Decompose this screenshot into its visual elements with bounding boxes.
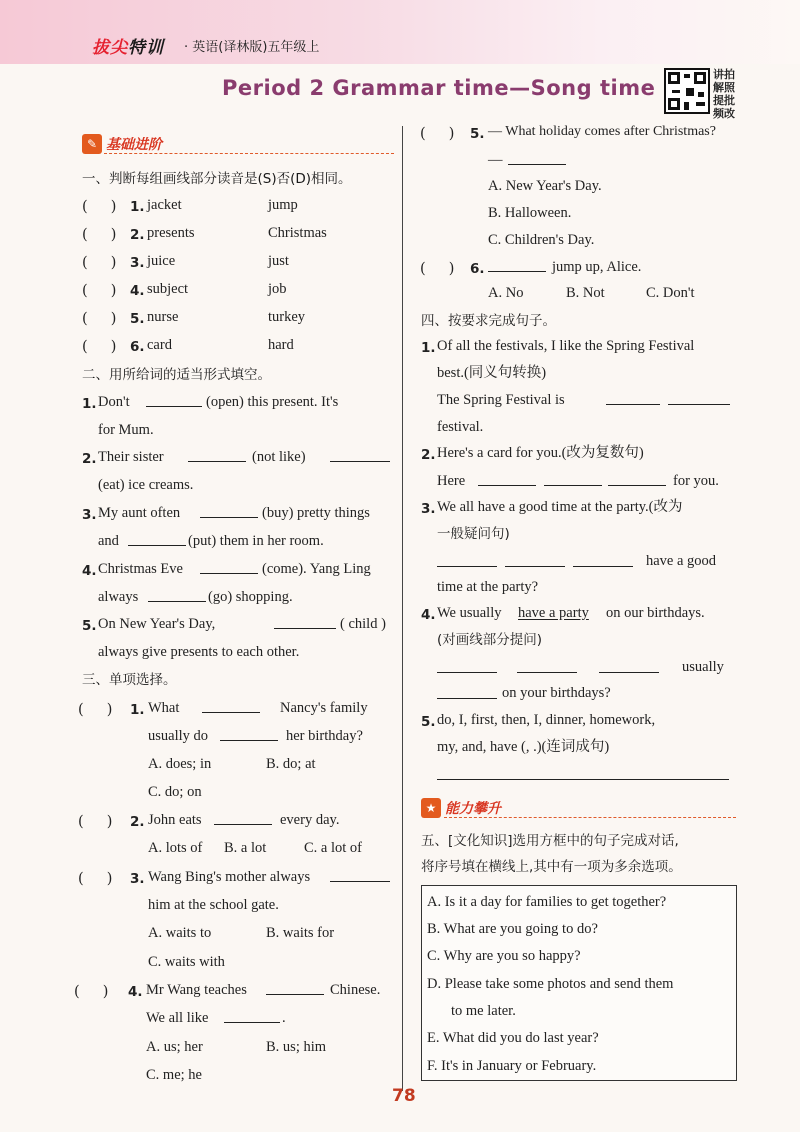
option-d-cont: to me later.: [451, 1003, 516, 1019]
q-num: 4.: [128, 984, 143, 1000]
q-text: (buy) pretty things: [262, 505, 370, 521]
q-text: Chinese.: [330, 982, 381, 998]
answer-blank[interactable]: [220, 727, 278, 741]
answer-paren[interactable]: ( ): [78, 702, 113, 718]
section-underline: [104, 153, 394, 154]
item-num: 3.: [130, 255, 145, 271]
q-text: (put) them in her room.: [188, 533, 324, 549]
q-text: —: [488, 152, 503, 168]
option-a[interactable]: A. waits to: [148, 925, 212, 941]
q-text: do, I, first, then, I, dinner, homework,: [437, 712, 656, 728]
option-c: C. Why are you so happy?: [427, 948, 581, 964]
q-text: — What holiday comes after Christmas?: [488, 124, 716, 139]
answer-blank[interactable]: [505, 553, 565, 567]
q-text: always: [98, 589, 139, 605]
pencil-icon: ✎: [82, 134, 102, 154]
answer-line[interactable]: [437, 766, 729, 780]
part5-heading: 将序号填在横线上,其中有一项为多余选项。: [421, 859, 682, 875]
q-text: On New Year's Day,: [98, 616, 216, 632]
option-b[interactable]: B. Halloween.: [488, 205, 572, 221]
q-text: .: [282, 1010, 286, 1026]
qr-code-icon[interactable]: [664, 68, 710, 114]
q-text: ( child ): [340, 616, 386, 632]
q-text: my, and, have (, .)(连词成句): [437, 739, 610, 755]
option-b[interactable]: B. waits for: [266, 925, 335, 941]
section-underline: [444, 817, 736, 818]
item-num: 4.: [130, 283, 145, 299]
q-text: Here's a card for you.(改为复数句): [437, 445, 644, 461]
part1-item-1: ( ): [82, 199, 117, 215]
q-text: Here: [437, 473, 466, 489]
q-num: 1.: [82, 396, 97, 412]
q-num: 5.: [421, 714, 436, 730]
option-c[interactable]: C. Don't: [646, 285, 695, 301]
q-text: Wang Bing's mother always: [148, 869, 311, 885]
option-e: E. What did you do last year?: [427, 1030, 599, 1046]
part3-heading: 三、单项选择。: [82, 672, 177, 688]
section-basic-header: [82, 133, 162, 155]
item-num: 5.: [130, 311, 145, 327]
answer-blank[interactable]: [508, 151, 566, 165]
q-text: Christmas Eve: [98, 561, 183, 577]
book-subtitle: · 英语(译林版)五年级上: [184, 40, 320, 55]
answer-blank[interactable]: [148, 588, 206, 602]
q-text: John eats: [148, 812, 202, 828]
part1-heading: 一、判断每组画线部分读音是(S)否(D)相同。: [82, 171, 352, 187]
q-num: 6.: [470, 261, 485, 277]
q-text: have a good: [646, 553, 717, 569]
q-num: 1.: [421, 340, 436, 356]
option-a[interactable]: A. does; in: [148, 756, 212, 772]
q-text: What: [148, 700, 180, 716]
answer-paren[interactable]: ( ): [78, 814, 113, 830]
q-text: (not like): [252, 449, 306, 465]
q-text: her birthday?: [286, 728, 363, 744]
answer-paren[interactable]: ( ): [420, 126, 455, 142]
option-b[interactable]: B. Not: [566, 285, 605, 301]
option-a[interactable]: A. No: [488, 285, 524, 301]
answer-blank[interactable]: [200, 504, 258, 518]
q-text: best.(同义句转换): [437, 365, 547, 381]
q-num: 5.: [82, 618, 97, 634]
q-text: always give presents to each other.: [98, 644, 300, 660]
q-text: We usually: [437, 605, 502, 621]
answer-blank[interactable]: [573, 553, 633, 567]
answer-blank[interactable]: [488, 258, 546, 272]
answer-paren[interactable]: ( ): [78, 871, 113, 887]
q-text: on your birthdays?: [502, 685, 611, 701]
answer-blank[interactable]: [437, 685, 497, 699]
item-num: 2.: [130, 227, 145, 243]
part1-item-2: ( ): [82, 227, 117, 243]
q-text: him at the school gate.: [148, 897, 279, 913]
q-text: (go) shopping.: [208, 589, 293, 605]
section-basic-label: 基础进阶: [106, 137, 162, 153]
option-a: A. Is it a day for families to get together?: [427, 894, 667, 910]
answer-blank[interactable]: [330, 448, 390, 462]
part1-item-5: ( ): [82, 311, 117, 327]
answer-blank[interactable]: [202, 699, 260, 713]
page-title: Period 2 Grammar time—Song time: [222, 76, 656, 100]
word-a: subject: [147, 281, 189, 297]
item-num: 1.: [130, 199, 145, 215]
q-text: jump up, Alice.: [552, 259, 642, 275]
answer-paren[interactable]: ( ): [420, 261, 455, 277]
answer-blank[interactable]: [668, 391, 730, 405]
q-text: Nancy's family: [280, 700, 368, 716]
q-text: festival.: [437, 419, 484, 435]
answer-blank[interactable]: [437, 659, 497, 673]
q-text: for you.: [673, 473, 719, 489]
answer-blank[interactable]: [330, 868, 390, 882]
option-c[interactable]: C. do; on: [148, 784, 202, 800]
word-b: hard: [268, 337, 294, 353]
answer-blank[interactable]: [128, 532, 186, 546]
page-number: 78: [392, 1086, 416, 1106]
section-advanced-label: 能力攀升: [445, 801, 501, 817]
part1-item-3: ( ): [82, 255, 117, 271]
answer-blank[interactable]: [188, 448, 246, 462]
answer-blank[interactable]: [599, 659, 659, 673]
answer-blank[interactable]: [224, 1009, 280, 1023]
answer-blank[interactable]: [544, 472, 602, 486]
q-num: 4.: [82, 563, 97, 579]
q-text: Their sister: [98, 449, 164, 465]
word-b: just: [268, 253, 289, 269]
q-num: 3.: [130, 871, 145, 887]
option-b[interactable]: B. do; at: [266, 756, 316, 772]
part4-heading: 四、按要求完成句子。: [421, 313, 556, 329]
word-a: presents: [147, 225, 195, 241]
option-a[interactable]: A. us; her: [146, 1039, 203, 1055]
option-c[interactable]: C. me; he: [146, 1067, 202, 1083]
part2-heading: 二、用所给词的适当形式填空。: [82, 367, 271, 383]
word-a: card: [147, 337, 172, 353]
q-num: 2.: [421, 447, 436, 463]
q-text: (open) this present. It's: [206, 394, 339, 410]
part5-heading: 五、[文化知识]选用方框中的句子完成对话,: [421, 833, 679, 849]
option-a[interactable]: A. New Year's Day.: [488, 178, 602, 194]
answer-blank[interactable]: [517, 659, 577, 673]
answer-blank[interactable]: [606, 391, 660, 405]
underlined-phrase: have a party: [518, 605, 589, 621]
answer-blank[interactable]: [200, 560, 258, 574]
qr-label: 讲拍 解照 提批 频改: [713, 68, 735, 120]
column-divider: [402, 126, 403, 1091]
q-num: 2.: [82, 451, 97, 467]
answer-blank[interactable]: [478, 472, 536, 486]
option-d: D. Please take some photos and send them: [427, 976, 674, 992]
q-text: time at the party?: [437, 579, 539, 595]
option-c[interactable]: C. a lot of: [304, 840, 362, 856]
option-c[interactable]: C. waits with: [148, 954, 225, 970]
option-b[interactable]: B. a lot: [224, 840, 267, 856]
word-b: Christmas: [268, 225, 327, 241]
option-c[interactable]: C. Children's Day.: [488, 232, 595, 248]
word-a: juice: [147, 253, 176, 269]
option-a[interactable]: A. lots of: [148, 840, 203, 856]
answer-blank[interactable]: [214, 811, 272, 825]
option-b[interactable]: B. us; him: [266, 1039, 327, 1055]
word-a: nurse: [147, 309, 179, 325]
q-text: for Mum.: [98, 422, 154, 438]
brand-logo: 拔尖特训: [92, 38, 164, 58]
q-num: 1.: [130, 702, 145, 718]
word-b: jump: [268, 197, 298, 213]
q-num: 3.: [421, 501, 436, 517]
answer-blank[interactable]: [437, 553, 497, 567]
word-a: jacket: [147, 197, 182, 213]
q-text: every day.: [280, 812, 340, 828]
answer-paren[interactable]: ( ): [74, 984, 109, 1000]
trophy-icon: ★: [421, 798, 441, 818]
answer-blank[interactable]: [608, 472, 666, 486]
q-text: usually: [682, 659, 724, 675]
answer-blank[interactable]: [146, 393, 202, 407]
word-b: job: [268, 281, 287, 297]
q-text: Mr Wang teaches: [146, 982, 247, 998]
q-num: 5.: [470, 126, 485, 142]
word-b: turkey: [268, 309, 306, 325]
q-num: 3.: [82, 507, 97, 523]
q-text: usually do: [148, 728, 209, 744]
q-text: (对画线部分提问): [437, 632, 543, 648]
q-text: (come). Yang Ling: [262, 561, 371, 577]
q-text: The Spring Festival is: [437, 392, 565, 408]
q-text: on our birthdays.: [606, 605, 705, 621]
q-text: and: [98, 533, 119, 549]
option-f: F. It's in January or February.: [427, 1058, 597, 1074]
answer-blank[interactable]: [266, 981, 324, 995]
q-text: Don't: [98, 394, 130, 410]
q-text: Of all the festivals, I like the Spring Festival: [437, 338, 695, 354]
q-num: 2.: [130, 814, 145, 830]
q-text: My aunt often: [98, 505, 181, 521]
item-num: 6.: [130, 339, 145, 355]
section-advanced-header: [421, 797, 501, 819]
option-b: B. What are you going to do?: [427, 921, 598, 937]
answer-blank[interactable]: [274, 615, 336, 629]
q-text: We all have a good time at the party.(改为: [437, 499, 683, 515]
q-text: (eat) ice creams.: [98, 477, 194, 493]
q-text: We all like: [146, 1010, 209, 1026]
q-text: 一般疑问句): [437, 526, 510, 542]
part1-item-6: ( ): [82, 339, 117, 355]
part1-item-4: ( ): [82, 283, 117, 299]
q-num: 4.: [421, 607, 436, 623]
